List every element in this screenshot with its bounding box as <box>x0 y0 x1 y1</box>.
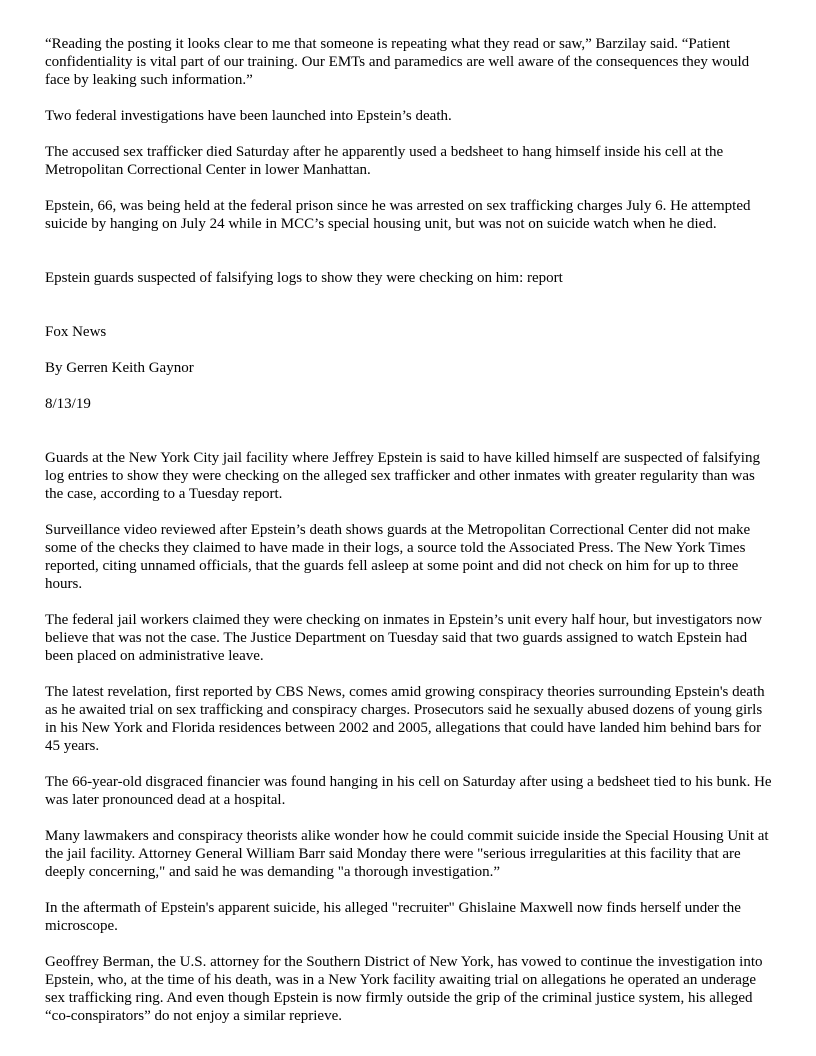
paragraph-cbs-revelation: The latest revelation, first reported by CBS News, comes amid growing conspiracy theories surrounding Epstein's death as he awaited trial on sex trafficking and conspiracy charges. Prosecutors said he sexually abused dozens of young girls in his New York and Florida residences between 2002 and 2005, allegations that could have landed him behind bars for 45 years. <box>45 684 765 754</box>
paragraph-federal-investigations: Two federal investigations have been launched into Epstein’s death. <box>45 108 452 124</box>
document-page <box>45 35 775 1025</box>
paragraph-guards-falsifying: Guards at the New York City jail facility where Jeffrey Epstein is said to have killed himself are suspected of falsifying log entries to show they were checking on the alleged sex trafficker and other inmates with greater regularity than was the case, according to a Tuesday report. <box>45 450 760 502</box>
article-meta <box>45 305 775 431</box>
paragraph-barzilay-quote: “Reading the posting it looks clear to me that someone is repeating what they read or saw,” Barzilay said. “Patient confidentiality is vital part of our training. Our EMTs and paramedics are well aware of the consequences they would face by leaking such information.” <box>45 36 750 88</box>
paragraph-maxwell: In the aftermath of Epstein's apparent suicide, his alleged "recruiter" Ghislaine Maxwell now finds herself under the microscope. <box>45 900 741 934</box>
article-headline: Epstein guards suspected of falsifying logs to show they were checking on him: report <box>45 270 563 286</box>
paragraph-death-details: The accused sex trafficker died Saturday after he apparently used a bedsheet to hang himself inside his cell at the Metropolitan Correctional Center in lower Manhattan. <box>45 144 724 178</box>
article-source: Fox News <box>45 324 107 340</box>
paragraph-berman: Geoffrey Berman, the U.S. attorney for the Southern District of New York, has vowed to continue the investigation into Epstein, who, at the time of his death, was in a New York facility awaiting trial on allegations he operated an underage sex trafficking ring. And even though Epstein is now firmly outside the grip of the criminal justice system, his alleged “co-conspirators” do not enjoy a similar reprieve. <box>45 954 763 1024</box>
paragraph-prior-attempt: Epstein, 66, was being held at the federal prison since he was arrested on sex trafficking charges July 6. He attempted suicide by hanging on July 24 while in MCC’s special housing unit, but was not on suicide watch when he died. <box>45 198 751 232</box>
article-byline: By Gerren Keith Gaynor <box>45 360 194 376</box>
paragraph-surveillance-video: Surveillance video reviewed after Epstein’s death shows guards at the Metropolitan Correctional Center did not make some of the checks they claimed to have made in their logs, a source told the Associated Press. The New York Times reported, citing unnamed officials, that the guards fell asleep at some point and did not check on him for up to three hours. <box>45 522 751 592</box>
article-date: 8/13/19 <box>45 396 91 412</box>
paragraph-barr-statement: Many lawmakers and conspiracy theorists alike wonder how he could commit suicide inside the Special Housing Unit at the jail facility. Attorney General William Barr said Monday there were "serious irregularities at this facility that are deeply concerning," and said he was demanding "a thorough investigation.” <box>45 828 769 880</box>
paragraph-administrative-leave: The federal jail workers claimed they were checking on inmates in Epstein’s unit every half hour, but investigators now believe that was not the case. The Justice Department on Tuesday said that two guards assigned to watch Epstein had been placed on administrative leave. <box>45 612 763 664</box>
paragraph-found-hanging: The 66-year-old disgraced financier was found hanging in his cell on Saturday after using a bedsheet tied to his bunk. He was later pronounced dead at a hospital. <box>45 774 772 808</box>
